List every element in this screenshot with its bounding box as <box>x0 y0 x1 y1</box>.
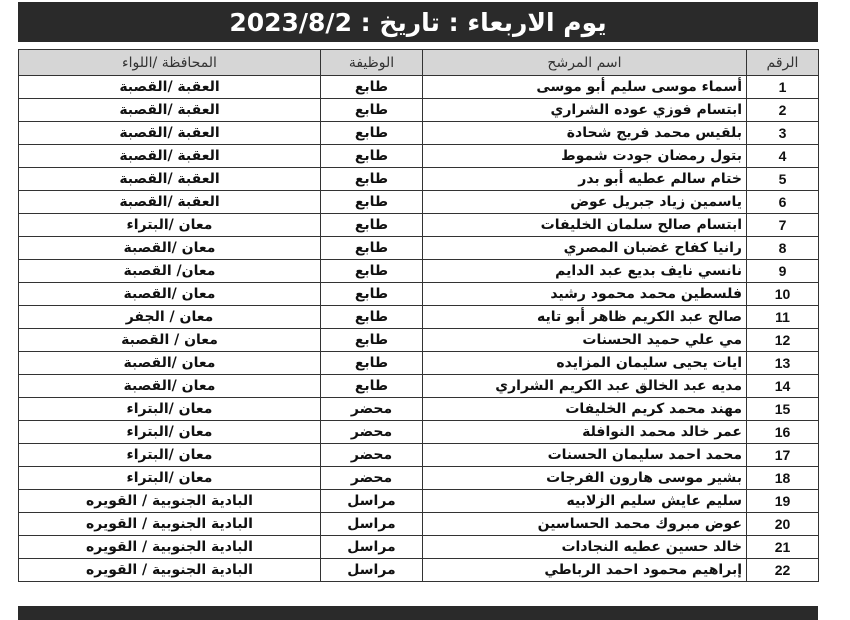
candidate-name: محمد احمد سليمان الحسنات <box>423 444 747 467</box>
job-title: محضر <box>321 444 423 467</box>
job-title: طابع <box>321 99 423 122</box>
candidate-name: خالد حسين عطيه النجادات <box>423 536 747 559</box>
row-number: 2 <box>747 99 819 122</box>
table-row <box>19 467 819 490</box>
table-row <box>19 168 819 191</box>
table-row <box>19 559 819 582</box>
job-title: مراسل <box>321 490 423 513</box>
row-number: 11 <box>747 306 819 329</box>
row-number: 21 <box>747 536 819 559</box>
row-number: 8 <box>747 237 819 260</box>
governorate: البادية الجنوبية / القويره <box>19 513 321 536</box>
job-title: طابع <box>321 306 423 329</box>
table-row <box>19 375 819 398</box>
row-number: 19 <box>747 490 819 513</box>
table-row <box>19 237 819 260</box>
job-title: طابع <box>321 375 423 398</box>
job-title: طابع <box>321 283 423 306</box>
governorate: العقبة /القصبة <box>19 99 321 122</box>
governorate: معان /البتراء <box>19 214 321 237</box>
candidate-name: مي علي حميد الحسنات <box>423 329 747 352</box>
candidate-name: عمر خالد محمد النوافلة <box>423 421 747 444</box>
job-title: محضر <box>321 421 423 444</box>
job-title: مراسل <box>321 536 423 559</box>
job-title: طابع <box>321 352 423 375</box>
candidate-name: ختام سالم عطيه أبو بدر <box>423 168 747 191</box>
next-section-bar <box>18 606 818 620</box>
governorate: العقبة /القصبة <box>19 191 321 214</box>
candidates-table <box>18 49 819 582</box>
candidate-name: رانيا كفاح غضبان المصري <box>423 237 747 260</box>
table-row <box>19 145 819 168</box>
candidate-name: نانسي نايف بديع عبد الدايم <box>423 260 747 283</box>
row-number: 16 <box>747 421 819 444</box>
table-row <box>19 421 819 444</box>
governorate: معان /البتراء <box>19 444 321 467</box>
column-header-name: اسم المرشح <box>423 50 747 76</box>
table-row <box>19 513 819 536</box>
candidate-name: مهند محمد كريم الخليفات <box>423 398 747 421</box>
candidate-name: مديه عبد الخالق عبد الكريم الشراري <box>423 375 747 398</box>
job-title: طابع <box>321 145 423 168</box>
row-number: 17 <box>747 444 819 467</box>
row-number: 9 <box>747 260 819 283</box>
job-title: طابع <box>321 76 423 99</box>
governorate: البادية الجنوبية / القويره <box>19 490 321 513</box>
job-title: مراسل <box>321 559 423 582</box>
candidate-name: ابتسام فوزي عوده الشراري <box>423 99 747 122</box>
row-number: 1 <box>747 76 819 99</box>
page-title: يوم الاربعاء : تاريخ : 2023/8/2 <box>18 2 818 42</box>
row-number: 4 <box>747 145 819 168</box>
governorate: معان/ القصبة <box>19 260 321 283</box>
job-title: طابع <box>321 122 423 145</box>
governorate: معان /البتراء <box>19 398 321 421</box>
governorate: معان /البتراء <box>19 467 321 490</box>
governorate: العقبة /القصبة <box>19 168 321 191</box>
table-row <box>19 490 819 513</box>
table-header-row <box>19 50 819 76</box>
candidate-name: فلسطين محمد محمود رشيد <box>423 283 747 306</box>
column-header-number: الرقم <box>747 50 819 76</box>
row-number: 15 <box>747 398 819 421</box>
row-number: 12 <box>747 329 819 352</box>
job-title: طابع <box>321 214 423 237</box>
job-title: طابع <box>321 329 423 352</box>
table-row <box>19 306 819 329</box>
candidate-name: ياسمين زياد جبريل عوض <box>423 191 747 214</box>
column-header-job: الوظيفة <box>321 50 423 76</box>
row-number: 6 <box>747 191 819 214</box>
candidate-name: سليم عايش سليم الزلابيه <box>423 490 747 513</box>
job-title: محضر <box>321 467 423 490</box>
row-number: 20 <box>747 513 819 536</box>
candidate-name: بشير موسى هارون الفرجات <box>423 467 747 490</box>
governorate: معان / الجفر <box>19 306 321 329</box>
governorate: البادية الجنوبية / القويره <box>19 559 321 582</box>
candidate-name: صالح عبد الكريم ظاهر أبو تايه <box>423 306 747 329</box>
table-row <box>19 191 819 214</box>
row-number: 22 <box>747 559 819 582</box>
candidate-name: عوض مبروك محمد الحساسين <box>423 513 747 536</box>
table-row <box>19 214 819 237</box>
table-row <box>19 444 819 467</box>
column-header-governorate: المحافظة /اللواء <box>19 50 321 76</box>
table-row <box>19 329 819 352</box>
candidate-name: بتول رمضان جودت شموط <box>423 145 747 168</box>
candidate-name: ايات يحيى سليمان المزايده <box>423 352 747 375</box>
candidate-name: أسماء موسى سليم أبو موسى <box>423 76 747 99</box>
governorate: معان / القصبة <box>19 329 321 352</box>
row-number: 10 <box>747 283 819 306</box>
governorate: معان /القصبة <box>19 375 321 398</box>
table-row <box>19 352 819 375</box>
governorate: معان /القصبة <box>19 237 321 260</box>
table-row <box>19 122 819 145</box>
governorate: معان /البتراء <box>19 421 321 444</box>
document-sheet <box>18 0 818 617</box>
table-row <box>19 283 819 306</box>
table-row <box>19 99 819 122</box>
job-title: طابع <box>321 168 423 191</box>
row-number: 18 <box>747 467 819 490</box>
row-number: 7 <box>747 214 819 237</box>
row-number: 13 <box>747 352 819 375</box>
candidate-name: ابتسام صالح سلمان الخليفات <box>423 214 747 237</box>
job-title: مراسل <box>321 513 423 536</box>
governorate: العقبة /القصبة <box>19 122 321 145</box>
table-row <box>19 398 819 421</box>
governorate: العقبة /القصبة <box>19 76 321 99</box>
row-number: 5 <box>747 168 819 191</box>
table-row <box>19 76 819 99</box>
candidate-name: بلقيس محمد فريج شحادة <box>423 122 747 145</box>
candidate-name: إبراهيم محمود احمد الرباطي <box>423 559 747 582</box>
job-title: طابع <box>321 237 423 260</box>
table-row <box>19 536 819 559</box>
job-title: طابع <box>321 260 423 283</box>
governorate: معان /القصبة <box>19 352 321 375</box>
job-title: محضر <box>321 398 423 421</box>
governorate: البادية الجنوبية / القويره <box>19 536 321 559</box>
row-number: 3 <box>747 122 819 145</box>
table-row <box>19 260 819 283</box>
governorate: العقبة /القصبة <box>19 145 321 168</box>
governorate: معان /القصبة <box>19 283 321 306</box>
row-number: 14 <box>747 375 819 398</box>
job-title: طابع <box>321 191 423 214</box>
